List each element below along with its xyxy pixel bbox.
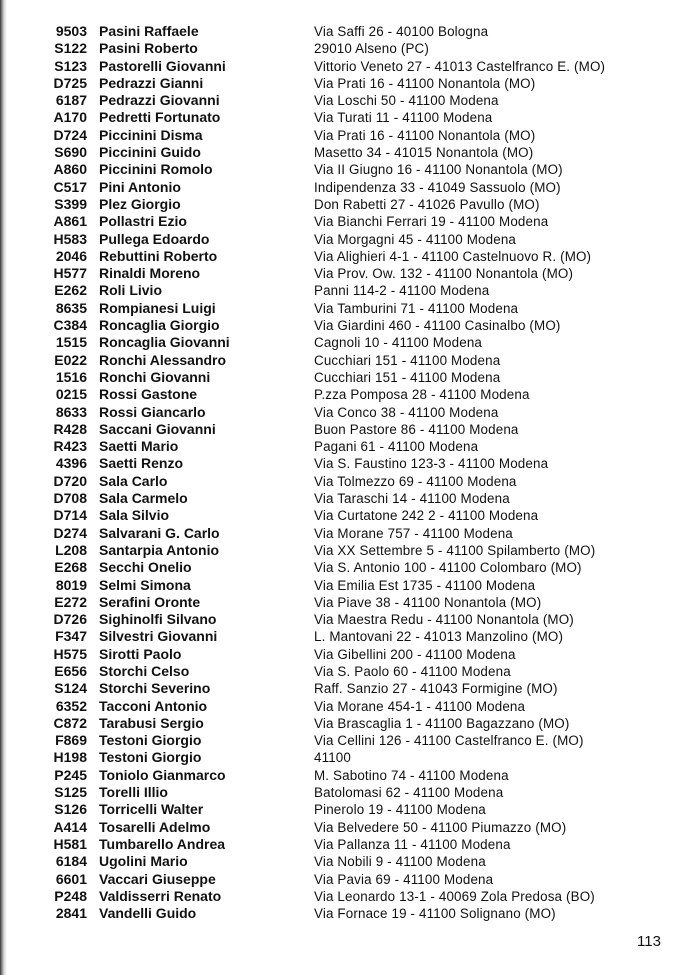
directory-entry bbox=[0, 23, 700, 40]
member-code: E022 bbox=[54, 351, 87, 368]
directory-entry bbox=[0, 646, 700, 663]
member-name: Rebuttini Roberto bbox=[99, 247, 218, 264]
directory-entry bbox=[0, 213, 700, 230]
directory-entry bbox=[0, 92, 700, 109]
member-name: Tosarelli Adelmo bbox=[99, 818, 211, 835]
directory-entry bbox=[0, 801, 700, 818]
member-code: E656 bbox=[54, 662, 87, 679]
member-address: Via Prov. Ow. 132 - 41100 Nonantola (MO) bbox=[314, 266, 574, 282]
member-address: Buon Pastore 86 - 41100 Modena bbox=[314, 421, 519, 437]
member-address: Indipendenza 33 - 41049 Sassuolo (MO) bbox=[314, 179, 561, 195]
directory-entry bbox=[0, 369, 700, 386]
member-address: Via II Giugno 16 - 41100 Nonantola (MO) bbox=[314, 162, 563, 178]
member-name: Roncaglia Giovanni bbox=[99, 334, 230, 351]
directory-entry bbox=[0, 421, 700, 438]
member-name: Sirotti Paolo bbox=[99, 645, 182, 662]
directory-entry bbox=[0, 386, 700, 403]
member-address: Via Pavia 69 - 41100 Modena bbox=[314, 871, 494, 887]
member-address: Via Curtatone 242 2 - 41100 Modena bbox=[314, 508, 539, 524]
member-name: Pasini Raffaele bbox=[99, 23, 199, 39]
directory-entry bbox=[0, 698, 700, 715]
directory-entry bbox=[0, 144, 700, 161]
member-code: D274 bbox=[53, 524, 87, 541]
member-name: Piccinini Romolo bbox=[99, 161, 213, 178]
member-address: Via Emilia Est 1735 - 41100 Modena bbox=[314, 577, 536, 593]
directory-entry bbox=[0, 75, 700, 92]
member-code: C384 bbox=[53, 317, 87, 334]
member-name: Rossi Gastone bbox=[99, 386, 198, 403]
member-code: 8635 bbox=[55, 299, 87, 316]
member-code: 0215 bbox=[55, 386, 87, 403]
directory-entry bbox=[0, 127, 700, 144]
member-address: Via Morgagni 45 - 41100 Modena bbox=[314, 231, 517, 247]
directory-entry bbox=[0, 231, 700, 248]
member-code: A414 bbox=[53, 818, 87, 835]
member-name: Storchi Celso bbox=[99, 662, 190, 679]
directory-entry bbox=[0, 628, 700, 645]
member-code: 6187 bbox=[55, 92, 87, 109]
member-address: Via Gibellini 200 - 41100 Modena bbox=[314, 646, 516, 662]
member-code: 6601 bbox=[55, 870, 87, 887]
member-address: Cucchiari 151 - 41100 Modena bbox=[314, 352, 501, 368]
directory-entry bbox=[0, 179, 700, 196]
directory-entry bbox=[0, 577, 700, 594]
member-address: Via Pallanza 11 - 41100 Modena bbox=[314, 836, 511, 852]
member-address: Via Saffi 26 - 40100 Bologna bbox=[314, 24, 489, 39]
member-address: Via Maestra Redu - 41100 Nonantola (MO) bbox=[314, 612, 574, 628]
member-name: Ronchi Alessandro bbox=[99, 351, 227, 368]
directory-entry bbox=[0, 40, 700, 57]
member-code: D714 bbox=[53, 507, 87, 524]
member-name: Pedrazzi Giovanni bbox=[99, 92, 220, 109]
member-name: Torricelli Walter bbox=[99, 801, 204, 818]
member-name: Pasini Roberto bbox=[99, 40, 198, 57]
directory-entry bbox=[0, 352, 700, 369]
member-address: Via S. Antonio 100 - 41100 Colombaro (MO) bbox=[314, 560, 582, 576]
member-code: H583 bbox=[53, 230, 87, 247]
member-code: D708 bbox=[53, 490, 87, 507]
directory-entry bbox=[0, 749, 700, 766]
member-code: R428 bbox=[53, 420, 87, 437]
member-code: E272 bbox=[54, 593, 87, 610]
member-name: Pullega Edoardo bbox=[99, 230, 210, 247]
member-code: F869 bbox=[55, 732, 87, 749]
member-name: Sala Carlo bbox=[99, 472, 168, 489]
member-directory-list bbox=[0, 23, 700, 922]
directory-entry bbox=[0, 819, 700, 836]
member-address: Via Loschi 50 - 41100 Modena bbox=[314, 93, 499, 109]
directory-entry bbox=[0, 905, 700, 922]
member-name: Sala Carmelo bbox=[99, 490, 188, 507]
directory-entry bbox=[0, 611, 700, 628]
member-name: Rossi Giancarlo bbox=[99, 403, 206, 420]
member-address: Via S. Faustino 123-3 - 41100 Modena bbox=[314, 456, 549, 472]
member-code: A861 bbox=[53, 213, 87, 230]
member-address: Via Nobili 9 - 41100 Modena bbox=[314, 854, 486, 870]
member-name: Tacconi Antonio bbox=[99, 697, 208, 714]
member-code: S122 bbox=[54, 40, 87, 57]
member-name: Roncaglia Giorgio bbox=[99, 317, 220, 334]
directory-entry bbox=[0, 715, 700, 732]
member-name: Tarabusi Sergio bbox=[99, 714, 204, 731]
member-code: S126 bbox=[54, 801, 87, 818]
member-name: Vandelli Guido bbox=[99, 905, 197, 922]
member-name: Sighinolfi Silvano bbox=[99, 611, 217, 628]
member-name: Roli Livio bbox=[99, 282, 162, 299]
member-code: 1515 bbox=[55, 334, 87, 351]
member-code: 2841 bbox=[55, 905, 87, 922]
member-name: Rompianesi Luigi bbox=[99, 299, 216, 316]
directory-entry bbox=[0, 507, 700, 524]
member-code: H575 bbox=[53, 645, 87, 662]
page-number: 113 bbox=[637, 933, 661, 950]
member-code: S123 bbox=[54, 57, 87, 74]
member-name: Testoni Giorgio bbox=[99, 732, 202, 749]
member-code: A170 bbox=[53, 109, 87, 126]
directory-entry bbox=[0, 767, 700, 784]
member-name: Torelli Illio bbox=[99, 784, 168, 801]
member-name: Salvarani G. Carlo bbox=[99, 524, 220, 541]
member-code: 2046 bbox=[55, 247, 87, 264]
member-code: S125 bbox=[54, 784, 87, 801]
member-name: Saccani Giovanni bbox=[99, 420, 216, 437]
member-code: L208 bbox=[55, 541, 87, 558]
member-code: S690 bbox=[54, 144, 87, 161]
member-code: P245 bbox=[54, 766, 87, 783]
member-address: Via Taraschi 14 - 41100 Modena bbox=[314, 491, 510, 507]
member-code: D724 bbox=[53, 126, 87, 143]
member-name: Plez Giorgio bbox=[99, 195, 181, 212]
member-name: Testoni Giorgio bbox=[99, 749, 202, 766]
member-address: Via Turati 11 - 41100 Modena bbox=[314, 110, 493, 126]
member-code: H577 bbox=[53, 265, 87, 282]
member-code: R423 bbox=[53, 438, 87, 455]
member-code: 4396 bbox=[55, 455, 87, 472]
member-name: Serafini Oronte bbox=[99, 593, 201, 610]
member-code: 8633 bbox=[55, 403, 87, 420]
member-name: Santarpia Antonio bbox=[99, 541, 220, 558]
member-name: Saetti Mario bbox=[99, 438, 179, 455]
member-name: Valdisserri Renato bbox=[99, 887, 222, 904]
member-name: Saetti Renzo bbox=[99, 455, 184, 472]
member-address: Cagnoli 10 - 41100 Modena bbox=[314, 335, 483, 351]
member-address: Cucchiari 151 - 41100 Modena bbox=[314, 369, 501, 385]
directory-entry bbox=[0, 594, 700, 611]
directory-entry bbox=[0, 196, 700, 213]
member-code: D725 bbox=[53, 74, 87, 91]
directory-entry bbox=[0, 784, 700, 801]
directory-entry bbox=[0, 732, 700, 749]
directory-entry bbox=[0, 58, 700, 75]
member-address: Via Tamburini 71 - 41100 Modena bbox=[314, 300, 519, 316]
directory-entry bbox=[0, 525, 700, 542]
member-address: 29010 Alseno (PC) bbox=[314, 41, 429, 57]
member-address: Don Rabetti 27 - 41026 Pavullo (MO) bbox=[314, 196, 540, 212]
member-code: S399 bbox=[54, 195, 87, 212]
member-name: Ronchi Giovanni bbox=[99, 368, 211, 385]
member-code: H198 bbox=[53, 749, 87, 766]
directory-entry bbox=[0, 542, 700, 559]
member-address: 41100 bbox=[314, 750, 351, 766]
directory-entry bbox=[0, 871, 700, 888]
member-name: Pini Antonio bbox=[99, 178, 181, 195]
member-name: Ugolini Mario bbox=[99, 853, 188, 870]
member-address: Via Cellini 126 - 41100 Castelfranco E. (MO) bbox=[314, 733, 584, 749]
member-address: Via Belvedere 50 - 41100 Piumazzo (MO) bbox=[314, 819, 567, 835]
member-code: H581 bbox=[53, 835, 87, 852]
member-address: Via Conco 38 - 41100 Modena bbox=[314, 404, 499, 420]
member-address: Panni 114-2 - 41100 Modena bbox=[314, 283, 490, 299]
member-code: C872 bbox=[53, 714, 87, 731]
member-code: 6352 bbox=[55, 697, 87, 714]
member-code: 9503 bbox=[55, 23, 87, 39]
member-code: 1516 bbox=[55, 368, 87, 385]
directory-entry bbox=[0, 853, 700, 870]
member-code: D720 bbox=[53, 472, 87, 489]
directory-entry bbox=[0, 334, 700, 351]
member-address: Pinerolo 19 - 41100 Modena bbox=[314, 802, 486, 818]
member-name: Selmi Simona bbox=[99, 576, 191, 593]
directory-entry bbox=[0, 282, 700, 299]
member-code: C517 bbox=[53, 178, 87, 195]
directory-entry bbox=[0, 455, 700, 472]
directory-entry bbox=[0, 248, 700, 265]
member-name: Sala Silvio bbox=[99, 507, 170, 524]
member-address: Via Fornace 19 - 41100 Solignano (MO) bbox=[314, 906, 556, 922]
member-code: S124 bbox=[54, 680, 87, 697]
member-address: Via Piave 38 - 41100 Nonantola (MO) bbox=[314, 594, 542, 610]
directory-entry bbox=[0, 490, 700, 507]
member-name: Pastorelli Giovanni bbox=[99, 57, 226, 74]
member-name: Rinaldi Moreno bbox=[99, 265, 201, 282]
member-address: Via Morane 454-1 - 41100 Modena bbox=[314, 698, 526, 714]
member-address: L. Mantovani 22 - 41013 Manzolino (MO) bbox=[314, 629, 564, 645]
member-address: Via S. Paolo 60 - 41100 Modena bbox=[314, 663, 511, 679]
member-name: Secchi Onelio bbox=[99, 559, 192, 576]
directory-entry bbox=[0, 161, 700, 178]
directory-entry bbox=[0, 300, 700, 317]
member-address: Masetto 34 - 41015 Nonantola (MO) bbox=[314, 145, 534, 161]
member-address: Via Leonardo 13-1 - 40069 Zola Predosa (BO) bbox=[314, 888, 595, 904]
member-address: M. Sabotino 74 - 41100 Modena bbox=[314, 767, 509, 783]
member-name: Pedrazzi Gianni bbox=[99, 74, 204, 91]
member-name: Tumbarello Andrea bbox=[99, 835, 226, 852]
member-name: Vaccari Giuseppe bbox=[99, 870, 216, 887]
member-address: Via Prati 16 - 41100 Nonantola (MO) bbox=[314, 75, 536, 91]
member-name: Pollastri Ezio bbox=[99, 213, 187, 230]
member-code: P248 bbox=[54, 887, 87, 904]
directory-entry bbox=[0, 663, 700, 680]
member-address: Batolomasi 62 - 41100 Modena bbox=[314, 785, 504, 801]
member-address: Via Giardini 460 - 41100 Casinalbo (MO) bbox=[314, 318, 561, 334]
member-address: Via Bianchi Ferrari 19 - 41100 Modena bbox=[314, 214, 549, 230]
directory-entry bbox=[0, 473, 700, 490]
member-address: Via Morane 757 - 41100 Modena bbox=[314, 525, 513, 541]
member-code: E262 bbox=[54, 282, 87, 299]
member-code: D726 bbox=[53, 611, 87, 628]
directory-entry bbox=[0, 109, 700, 126]
member-name: Silvestri Giovanni bbox=[99, 628, 218, 645]
directory-entry bbox=[0, 265, 700, 282]
member-code: 8019 bbox=[55, 576, 87, 593]
member-address: Via Prati 16 - 41100 Nonantola (MO) bbox=[314, 127, 536, 143]
member-code: 6184 bbox=[55, 853, 87, 870]
member-address: Via XX Settembre 5 - 41100 Spilamberto (MO) bbox=[314, 542, 596, 558]
member-address: Raff. Sanzio 27 - 41043 Formigine (MO) bbox=[314, 681, 558, 697]
member-code: F347 bbox=[55, 628, 87, 645]
directory-entry bbox=[0, 680, 700, 697]
member-name: Storchi Severino bbox=[99, 680, 211, 697]
member-address: P.zza Pomposa 28 - 41100 Modena bbox=[314, 387, 530, 403]
member-address: Via Alighieri 4-1 - 41100 Castelnuovo R. (MO) bbox=[314, 248, 592, 264]
member-code: E268 bbox=[54, 559, 87, 576]
directory-entry bbox=[0, 559, 700, 576]
member-address: Via Tolmezzo 69 - 41100 Modena bbox=[314, 473, 517, 489]
member-address: Pagani 61 - 41100 Modena bbox=[314, 439, 479, 455]
member-name: Piccinini Disma bbox=[99, 126, 203, 143]
member-code: A860 bbox=[53, 161, 87, 178]
member-name: Piccinini Guido bbox=[99, 144, 201, 161]
directory-entry bbox=[0, 317, 700, 334]
directory-entry bbox=[0, 888, 700, 905]
member-name: Pedretti Fortunato bbox=[99, 109, 221, 126]
directory-entry bbox=[0, 836, 700, 853]
member-address: Via Brascaglia 1 - 41100 Bagazzano (MO) bbox=[314, 715, 570, 731]
directory-entry bbox=[0, 404, 700, 421]
member-address: Vittorio Veneto 27 - 41013 Castelfranco E. (MO) bbox=[314, 58, 606, 74]
directory-entry bbox=[0, 438, 700, 455]
member-name: Toniolo Gianmarco bbox=[99, 766, 226, 783]
